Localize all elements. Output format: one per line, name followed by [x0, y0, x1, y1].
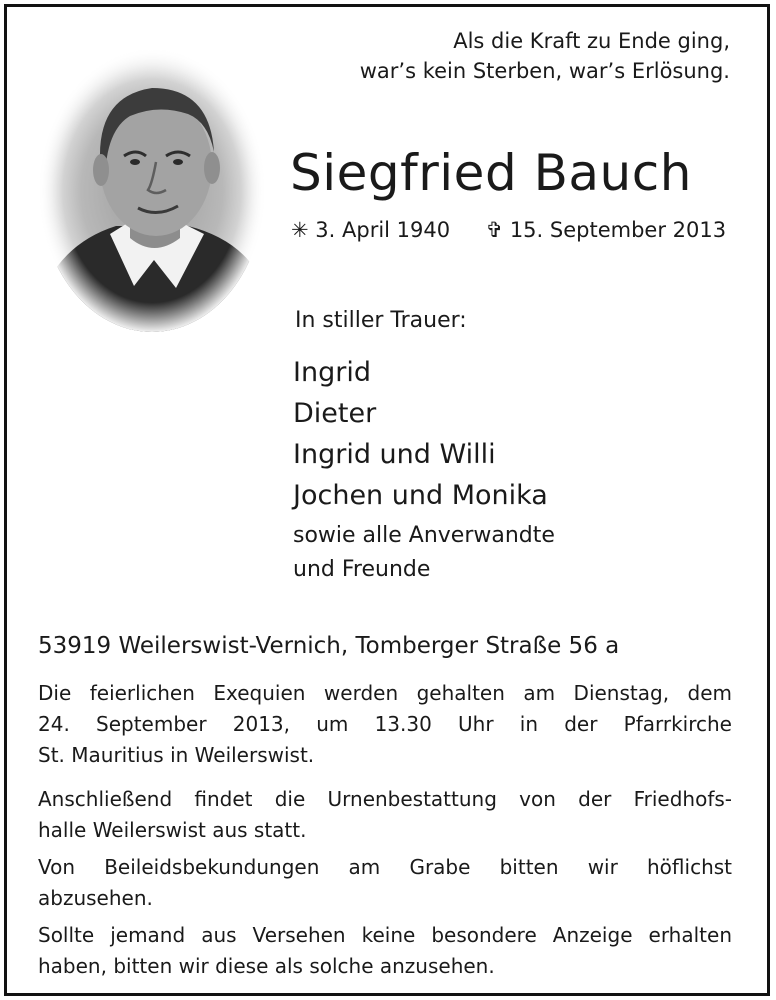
mourning-intro: In stiller Trauer:	[295, 308, 467, 333]
deceased-name: Siegfried Bauch	[290, 144, 692, 202]
mourner-name: Ingrid	[293, 357, 371, 388]
paragraph-line: 24. September 2013, um 13.30 Uhr in der Pfarrkirche	[38, 712, 732, 736]
mourners-list	[293, 352, 548, 516]
paragraph-line: St. Mauritius in Weilerswist.	[38, 743, 315, 767]
service-paragraph	[38, 678, 732, 771]
mourner-name: Ingrid und Willi	[293, 439, 496, 470]
notice-paragraph	[38, 920, 732, 982]
mourner-name: Jochen und Monika	[293, 480, 548, 511]
motto-line-2: war’s kein Sterben, war’s Erlösung.	[359, 59, 730, 83]
birth-date: 3. April 1940	[315, 218, 451, 242]
other-mourners-line: und Freunde	[293, 557, 431, 582]
death-cross-icon: ✞	[485, 218, 504, 242]
paragraph-line: Sollte jemand aus Versehen keine besondere Anzeige erhalten	[38, 923, 732, 947]
paragraph-line: haben, bitten wir diese als solche anzusehen.	[38, 954, 495, 978]
life-dates	[291, 218, 726, 242]
paragraph-line: abzusehen.	[38, 886, 153, 910]
motto	[360, 26, 730, 86]
condolence-paragraph	[38, 852, 732, 914]
birth-star-icon: ✳	[291, 218, 309, 242]
death-date: 15. September 2013	[509, 218, 727, 242]
address: 53919 Weilerswist-Vernich, Tomberger Straße 56 a	[38, 633, 620, 659]
paragraph-line: halle Weilerswist aus statt.	[38, 818, 307, 842]
motto-line-1: Als die Kraft zu Ende ging,	[453, 29, 730, 53]
other-mourners-line: sowie alle Anverwandte	[293, 523, 555, 548]
mourner-name: Dieter	[293, 398, 377, 429]
paragraph-line: Von Beileidsbekundungen am Grabe bitten wir höflichst	[38, 855, 732, 879]
burial-paragraph	[38, 784, 732, 846]
paragraph-line: Anschließend findet die Urnenbestattung von der Friedhofs-	[38, 787, 732, 811]
paragraph-line: Die feierlichen Exequien werden gehalten am Dienstag, dem	[38, 681, 732, 705]
portrait-photo	[38, 48, 266, 334]
other-mourners	[293, 519, 555, 587]
